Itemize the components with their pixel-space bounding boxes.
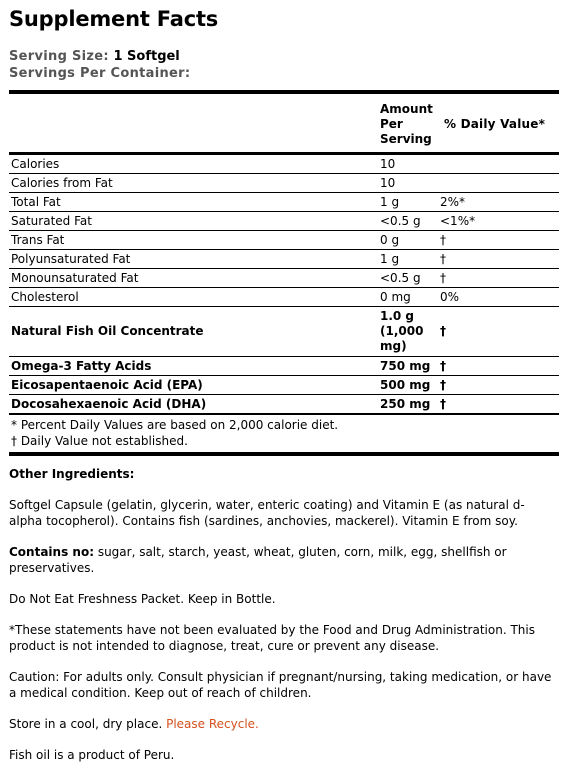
header-amount-line: Serving	[380, 131, 432, 146]
nutrient-name: Omega-3 Fatty Acids	[9, 357, 371, 376]
table-row	[9, 174, 559, 193]
serving-size-label: Serving Size:	[9, 49, 109, 64]
serving-size-value: 1 Softgel	[113, 49, 180, 64]
nutrient-amount-line: mg)	[380, 339, 407, 353]
table-row	[9, 395, 559, 415]
storage-text: Store in a cool, dry place.	[9, 717, 167, 731]
caution-note: Caution: For adults only. Consult physician if pregnant/nursing, taking medication, or have a medical condition. Keep out of reach of children.	[9, 670, 552, 700]
storage-note	[9, 716, 559, 732]
table-row	[9, 231, 559, 250]
nutrient-daily-value: †	[438, 269, 559, 288]
contains-no-statement	[9, 544, 559, 576]
contains-no-label: Contains no:	[9, 545, 94, 559]
nutrient-daily-value: †	[438, 357, 559, 376]
nutrient-name: Eicosapentaenoic Acid (EPA)	[9, 376, 371, 395]
nutrient-amount-line: 1.0 g	[380, 309, 415, 323]
footnote-dagger: † Daily Value not established.	[11, 434, 188, 448]
table-row	[9, 357, 559, 376]
nutrient-amount: <0.5 g	[371, 269, 438, 288]
nutrient-daily-value: †	[438, 376, 559, 395]
nutrient-amount: 500 mg	[371, 376, 438, 395]
table-footnotes	[9, 415, 559, 456]
nutrient-name: Saturated Fat	[9, 212, 371, 231]
nutrient-amount-line: (1,000	[380, 324, 424, 338]
nutrient-daily-value	[438, 154, 559, 174]
table-row	[9, 250, 559, 269]
table-row	[9, 154, 559, 174]
nutrient-daily-value: †	[438, 250, 559, 269]
header-amount-per-serving	[371, 94, 438, 154]
freshness-note: Do Not Eat Freshness Packet. Keep in Bottle.	[9, 592, 276, 606]
nutrient-name: Cholesterol	[9, 288, 371, 307]
header-blank	[9, 94, 371, 154]
other-ingredients-text: Softgel Capsule (gelatin, glycerin, water, enteric coating) and Vitamin E (as natural d-alpha tocopherol). Contains fish (sardines, anchovies, mackerel). Vitamin E from soy.	[9, 498, 525, 528]
recycle-note: Please Recycle.	[166, 717, 259, 731]
nutrient-daily-value: 0%	[438, 288, 559, 307]
nutrient-name: Monounsaturated Fat	[9, 269, 371, 288]
nutrient-name: Trans Fat	[9, 231, 371, 250]
table-row	[9, 212, 559, 231]
facts-table	[9, 94, 559, 415]
header-daily-value: % Daily Value*	[438, 94, 559, 154]
nutrient-amount: <0.5 g	[371, 212, 438, 231]
nutrient-daily-value: 2%*	[438, 193, 559, 212]
servings-per-container	[9, 65, 559, 82]
footnote-daily-values: * Percent Daily Values are based on 2,000 calorie diet.	[11, 418, 339, 432]
table-row	[9, 288, 559, 307]
nutrient-amount: 1 g	[371, 193, 438, 212]
nutrient-name: Calories from Fat	[9, 174, 371, 193]
serving-size	[9, 48, 559, 65]
nutrient-name: Docosahexaenoic Acid (DHA)	[9, 395, 371, 415]
contains-no-text: sugar, salt, starch, yeast, wheat, gluten, corn, milk, egg, shellfish or preservatives.	[9, 545, 507, 575]
nutrient-amount: 250 mg	[371, 395, 438, 415]
nutrient-name: Natural Fish Oil Concentrate	[9, 307, 371, 357]
nutrient-amount	[371, 307, 438, 357]
table-row	[9, 269, 559, 288]
origin-note: Fish oil is a product of Peru.	[9, 748, 175, 762]
nutrient-daily-value: †	[438, 231, 559, 250]
nutrient-name: Total Fat	[9, 193, 371, 212]
fda-disclaimer: *These statements have not been evaluated by the Food and Drug Administration. This product is not intended to diagnose, treat, cure or prevent any disease.	[9, 623, 535, 653]
nutrient-daily-value: †	[438, 307, 559, 357]
nutrient-daily-value	[438, 174, 559, 193]
nutrient-amount: 0 mg	[371, 288, 438, 307]
nutrient-amount: 1 g	[371, 250, 438, 269]
nutrient-daily-value: †	[438, 395, 559, 415]
serving-info	[9, 48, 559, 82]
table-row	[9, 307, 559, 357]
facts-table-header	[9, 94, 559, 154]
nutrient-name: Polyunsaturated Fat	[9, 250, 371, 269]
nutrient-amount: 750 mg	[371, 357, 438, 376]
header-amount-line: Per	[380, 116, 403, 131]
table-row	[9, 193, 559, 212]
other-ingredients-heading: Other Ingredients:	[9, 467, 135, 481]
nutrient-name: Calories	[9, 154, 371, 174]
nutrient-amount: 0 g	[371, 231, 438, 250]
nutrient-amount: 10	[371, 174, 438, 193]
supplement-facts-document	[9, 6, 559, 763]
nutrient-daily-value: <1%*	[438, 212, 559, 231]
page-title: Supplement Facts	[9, 7, 219, 31]
header-amount-line: Amount	[380, 101, 433, 116]
servings-per-container-label: Servings Per Container:	[9, 66, 191, 81]
nutrient-amount: 10	[371, 154, 438, 174]
table-row	[9, 376, 559, 395]
